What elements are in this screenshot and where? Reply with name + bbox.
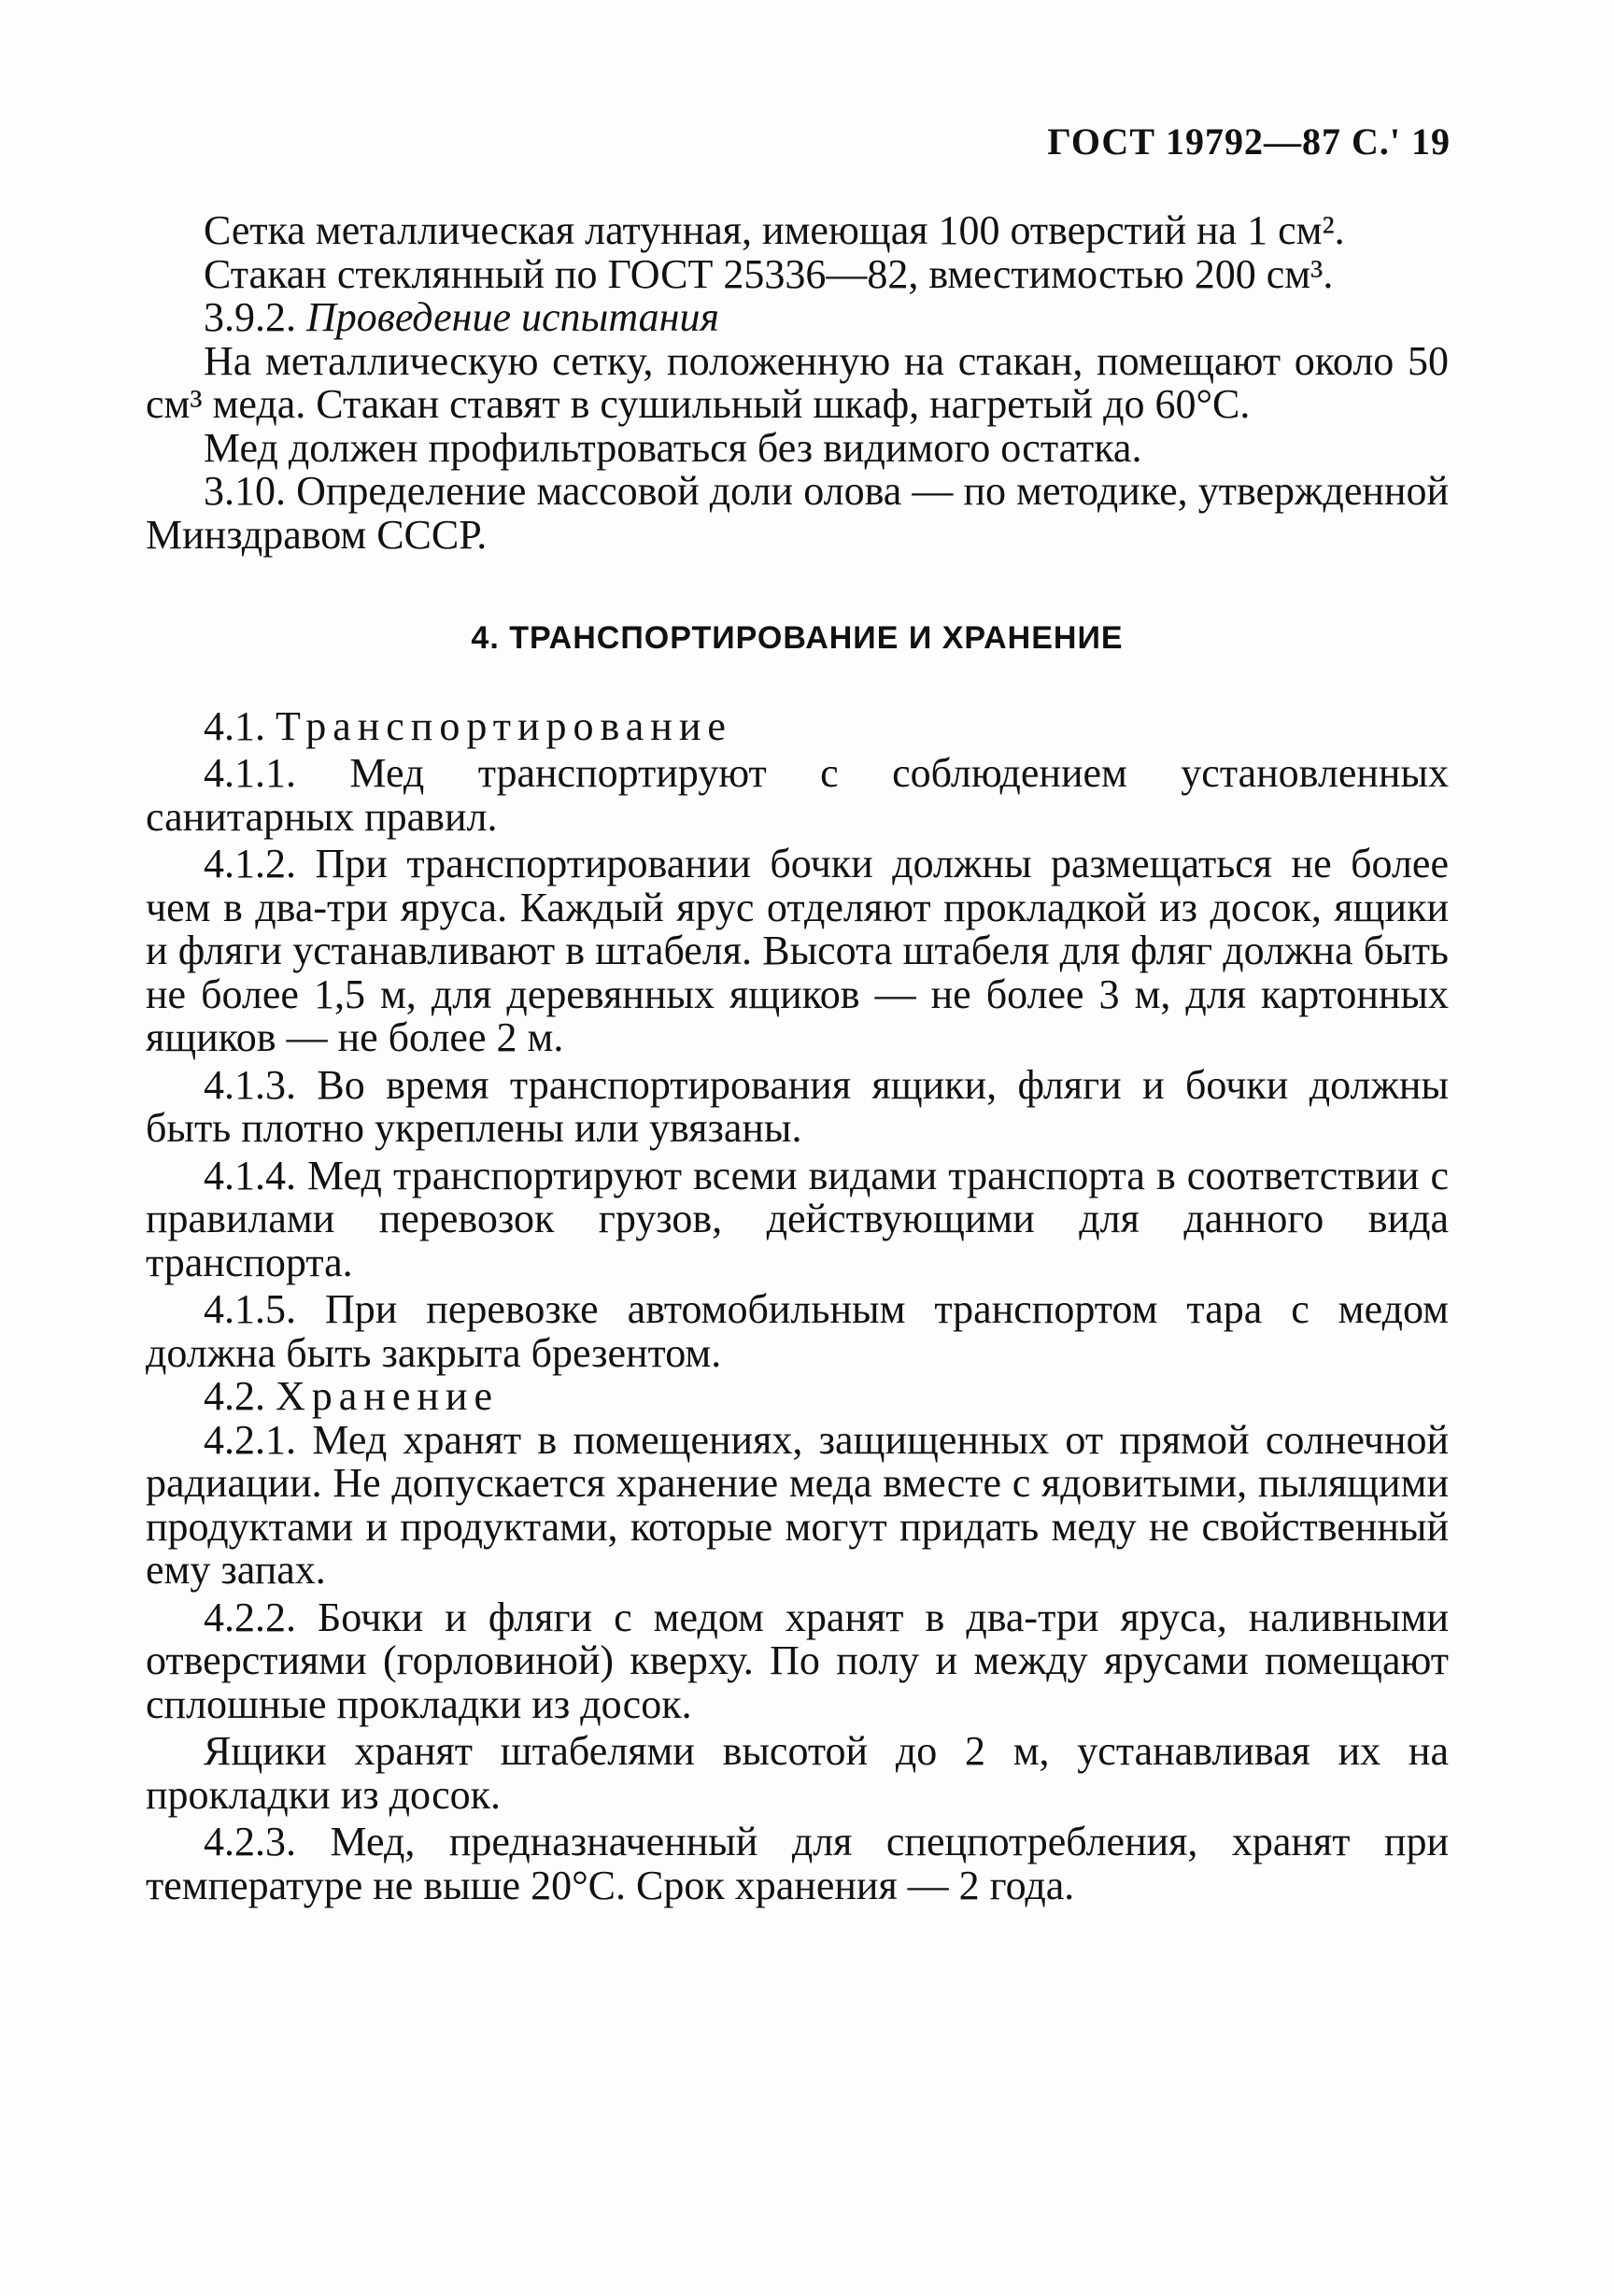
paragraph-4-2-2: 4.2.2. Бочки и фляги с медом хранят в два-три яруса, наливными отверстиями (горловиной) кверху. По полу и между ярусами помещают сплошные прокладки из досок. [146, 1594, 1449, 1727]
subsection-3-9-2 [146, 296, 1449, 340]
paragraph-4-1-1: 4.1.1. Мед транспортируют с соблюдением установленных санитарных правил. [146, 750, 1449, 840]
paragraph-boxes-storage: Ящики хранят штабелями высотой до 2 м, устанавливая их на прокладки из досок. [146, 1728, 1449, 1818]
paragraph-mesh: Сетка металлическая латунная, имеющая 100 отверстий на 1 см². [204, 207, 1345, 253]
section-heading: 4. ТРАНСПОРТИРОВАНИЕ И ХРАНЕНИЕ [471, 620, 1124, 656]
paragraph-4-1-5: 4.1.5. При перевозке автомобильным транспортом тара с медом должна быть закрыта брезентом. [146, 1286, 1449, 1376]
paragraph-4-1-4: 4.1.4. Мед транспортируют всеми видами транспорта в соответствии с правилами перевозок грузов, действующими для данного вида транспорта. [146, 1152, 1449, 1285]
subsection-number: 4.1. [204, 702, 265, 749]
paragraph-test-procedure: На металлическую сетку, положенную на стакан, помещают около 50 см³ меда. Стакан ставят в сушильный шкаф, нагретый до 60°С. [146, 337, 1449, 427]
subsection-number: 3.9.2. [204, 294, 296, 340]
subsection-title: Транспортирование [276, 702, 732, 749]
paragraph-4-1-2: 4.1.2. При транспортировании бочки должны размещаться не более чем в два-три яруса. Каждый ярус отделяют прокладкой из досок, ящики и фляги устанавливают в штабеля. Высота штабеля для фляг должна быть не более 1,5 м, для деревянных ящиков — не более 3 м, для картонных ящиков — не более 2 м. [146, 841, 1449, 1060]
paragraph-4-2-1: 4.2.1. Мед хранят в помещениях, защищенных от прямой солнечной радиации. Не допускается хранение меда вместе с ядовитыми, пылящими продуктами и продуктами, которые могут придать меду не свойственный ему запах. [146, 1416, 1449, 1593]
running-head: ГОСТ 19792—87 С.' 19 [1047, 120, 1451, 163]
subsection-4-2 [146, 1375, 1449, 1419]
subsection-number: 4.2. [204, 1373, 265, 1419]
subsection-title: Хранение [276, 1373, 500, 1419]
paragraph-glass: Стакан стеклянный по ГОСТ 25336—82, вместимостью 200 см³. [204, 250, 1334, 297]
paragraph-4-2-3: 4.2.3. Мед, предназначенный для спецпотребления, хранят при температуре не выше 20°С. Срок хранения — 2 года. [146, 1819, 1449, 1908]
subsection-title: Проведение испытания [306, 294, 719, 340]
paragraph-3-10: 3.10. Определение массовой доли олова — по методике, утвержденной Минздравом СССР. [146, 468, 1449, 558]
paragraph-result: Мед должен профильтроваться без видимого остатка. [204, 424, 1142, 471]
document-body [146, 209, 1449, 1907]
subsection-4-1 [146, 702, 1449, 749]
paragraph-4-1-3: 4.1.3. Во время транспортирования ящики, фляги и бочки должны быть плотно укреплены или увязаны. [146, 1061, 1449, 1151]
